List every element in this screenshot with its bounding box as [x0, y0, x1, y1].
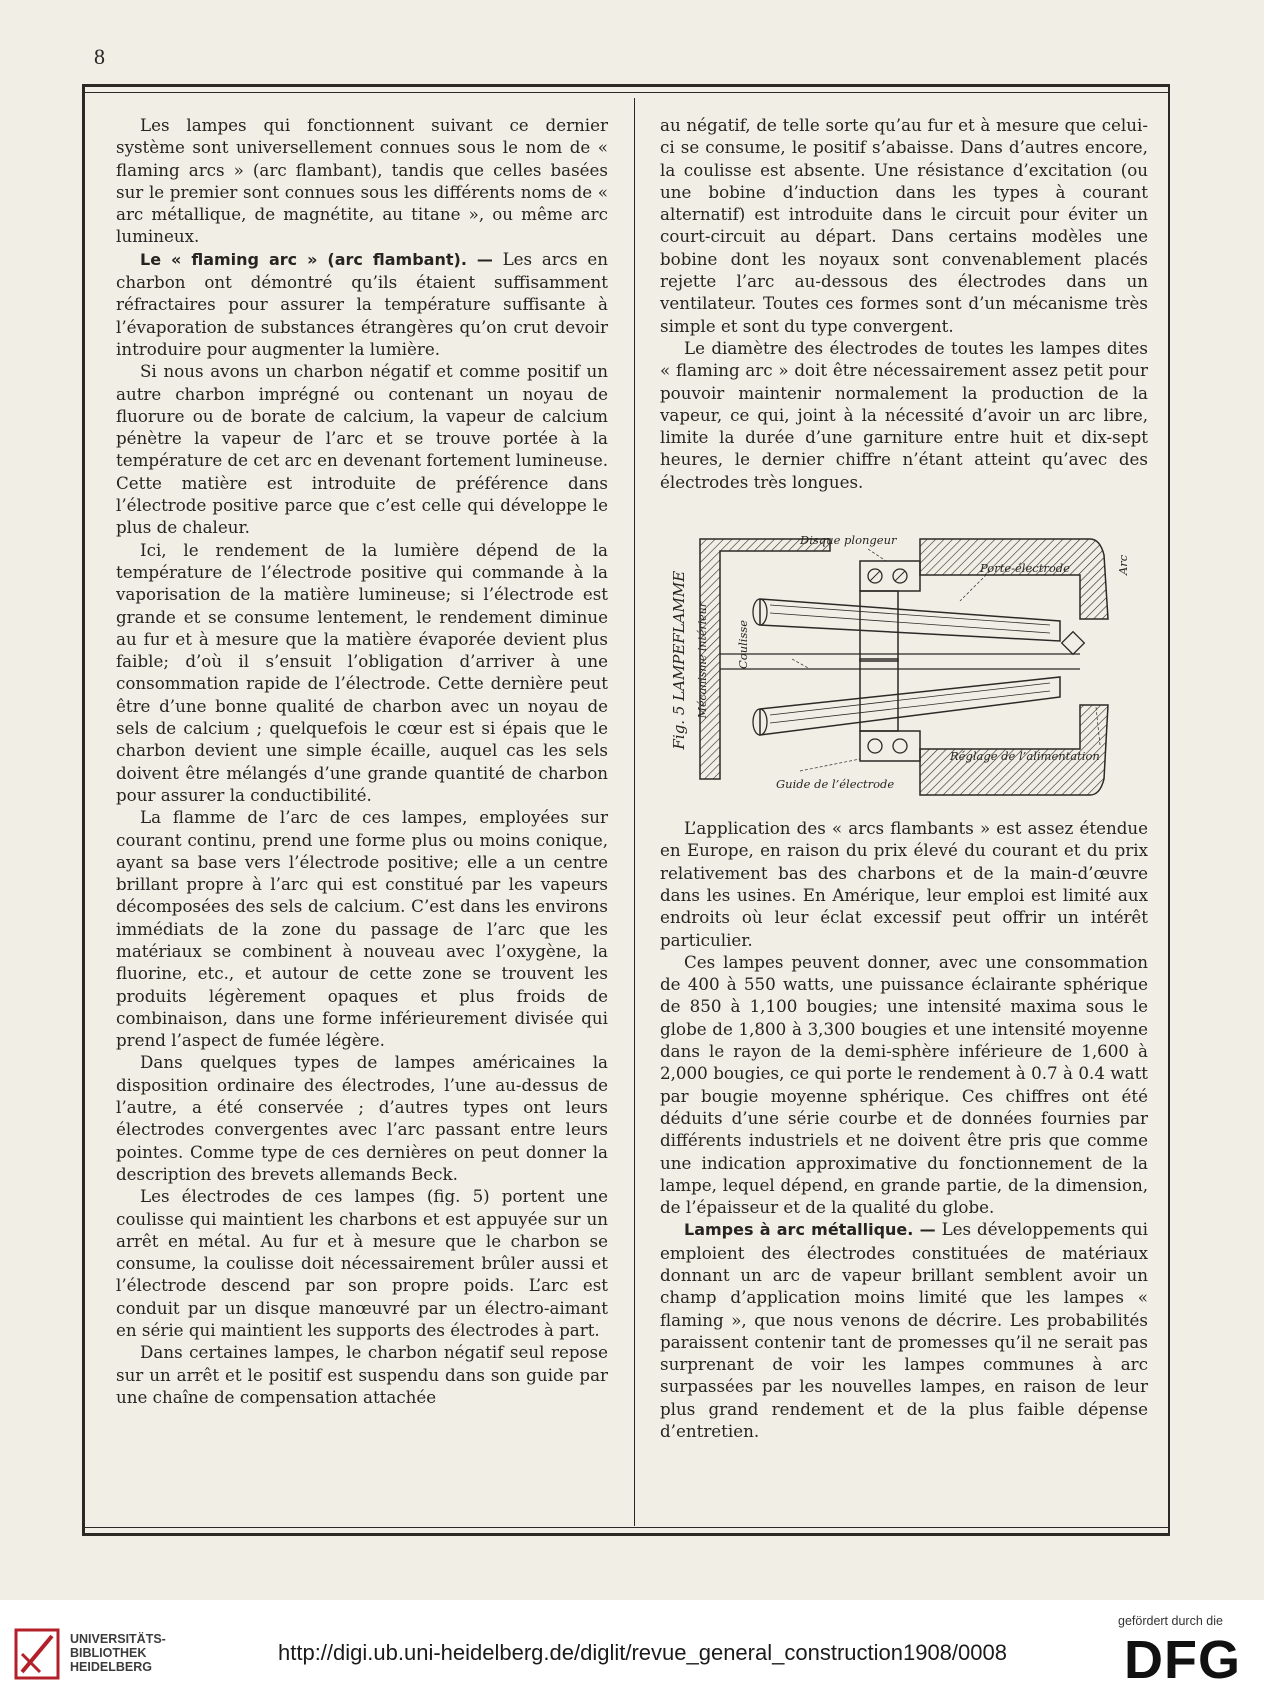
paragraph: Ces lampes peuvent donner, avec une consommation de 400 à 550 watts, une puissance éclairante sphérique de 850 à 1,100 bougies; une intensité maxima sous le globe de 1,800 à 3,300 bougies et une intensité moyenne dans le rayon de la demi-sphère inférieure de 1,600 à 2,000 bougies, ce qui porte le rendement à 0.7 à 0.4 watt par bougie moyenne sphérique. Ces chiffres ont été déduits d’une série courbe et de données fournies par différents industriels et ne doivent être pris que comme une indication approximative du fonctionnement de la lampe, lequel dépend, en grande partie, de la dimension, de l’épaisseur et de la qualité du globe. — [660, 951, 1148, 1218]
figure-subtitle: Mécanisme intérieur — [695, 602, 709, 719]
label-guide-electrode: Guide de l’électrode — [776, 777, 895, 792]
label-porte-electrode: Porte-électrode — [980, 561, 1070, 576]
paragraph: Dans certaines lampes, le charbon négatif seul repose sur un arrêt et le positif est suspendu dans son guide par une chaîne de compensation attachée — [116, 1342, 608, 1407]
paragraph: L’application des « arcs flambants » est assez étendue en Europe, en raison du prix élevé du courant et du prix relativement bas des charbons et de la main-d’œuvre dans les usines. En Amérique, leur emploi est limité aux endroits où leur éclat excessif peut offrir un intérêt particulier. — [660, 818, 1148, 950]
paragraph: Ici, le rendement de la lumière dépend de la température de l’électrode positive qui commande à la vaporisation de la matière lumineuse; si l’électrode est grande et se consume lentement, le rendement diminue au fur et à mesure que la matière évaporée devient plus faible; d’où il s’ensuit l’obligation d’arriver à une consommation rapide de l’électrode. Cette dernière peut être d’une bonne qualité de charbon avec un noyau de sels de calcium ; quelquefois le cœur est si épais que le charbon devient une simple écaille, auquel cas les sels doivent être mélangés d’une grande quantité de charbon pour assurer la conductibilité. — [116, 539, 608, 805]
dfg-logo: DFG — [1124, 1630, 1241, 1690]
paragraph — [116, 248, 608, 360]
paragraph: Les électrodes de ces lampes (fig. 5) portent une coulisse qui maintient les charbons et est appuyée sur un arrêt en métal. Au fur et à mesure que le charbon se consume, la coulisse doit nécessairement brûler aussi et l’électrode descend par son propre poids. L’arc est conduit par un disque manœuvré par un électro-aimant en série qui maintient les supports des électrodes à part. — [116, 1186, 608, 1341]
paragraph-text: Les arcs en charbon ont démontré qu’ils étaient suffisamment réfractaires pour assurer la température suffisante à l’évaporation de substances étrangères qu’on crut devoir introduire pour augmenter la lumière. — [116, 248, 608, 359]
institution-name: UNIVERSITÄTS- BIBLIOTHEK HEIDELBERG — [70, 1632, 166, 1674]
column-divider — [634, 98, 635, 1526]
digitization-footer — [0, 1600, 1264, 1704]
left-column — [116, 114, 608, 1408]
university-library-logo-icon — [14, 1628, 60, 1680]
figure-5-lamp-mechanism — [660, 509, 1148, 805]
label-disque-plongeur: Disque plongeur — [800, 533, 897, 548]
page-number: 8 — [94, 44, 105, 69]
label-arc: Arc — [1116, 554, 1130, 576]
right-column — [660, 114, 1148, 1442]
sponsor-text: gefördert durch die — [1118, 1614, 1223, 1628]
paragraph: Dans quelques types de lampes américaines la disposition ordinaire des électrodes, l’une au-dessus de l’autre, a été conservée ; d’autres types ont leurs électrodes convergentes avec l’arc passant entre leurs pointes. Comme type de ces dernières on peut donner la description des brevets allemands Beck. — [116, 1052, 608, 1184]
label-reglage-alimentation: Réglage de l’alimentation — [950, 749, 1100, 764]
paragraph: Le diamètre des électrodes de toutes les lampes dites « flaming arc » doit être nécessairement assez petit pour pouvoir maintenir normalement la production de la vapeur, ce qui, joint à la nécessité d’avoir un arc libre, limite la durée d’une garniture entre huit et dix-sept heures, le dernier chiffre n’étant atteint qu’avec des électrodes très longues. — [660, 337, 1148, 492]
section-heading-flaming-arc: Le « flaming arc » (arc flambant). — — [140, 249, 493, 269]
paragraph — [660, 1218, 1148, 1442]
paragraph-text: Les développements qui emploient des électrodes constituées de matériaux donnant un arc de vapeur brillant semblent avoir un champ d’application moins limité que les lampes « flaming », que nous venons de décrire. Les probabilités paraissent contenir tant de promesses qu’il ne serait pas surprenant de voir les lampes communes à arc surpassées par les nouvelles lampes, en raison de leur plus grand rendement et de la plus faible dépense d’entretien. — [660, 1219, 1148, 1442]
source-url-link[interactable]: http://digi.ub.uni-heidelberg.de/diglit/revue_general_construction1908/0008 — [278, 1640, 1007, 1665]
label-coulisse: Coulisse — [736, 619, 750, 670]
paragraph: Les lampes qui fonctionnent suivant ce dernier système sont universellement connues sous le nom de « flaming arcs » (arc flambant), tandis que celles basées sur le premier sont connues sous les différents noms de « arc métallique, de magnétite, au titane », ou même arc lumineux. — [116, 115, 608, 247]
paragraph: Si nous avons un charbon négatif et comme positif un autre charbon imprégné ou contenant un noyau de fluorure ou de borate de calcium, la vapeur de calcium pénètre la vapeur de l’arc et se trouve portée à la température de cet arc en devenant fortement lumineuse. Cette matière est introduite de préférence dans l’électrode positive parce que c’est celle qui développe le plus de chaleur. — [116, 361, 609, 538]
paragraph: La flamme de l’arc de ces lampes, employées sur courant continu, prend une forme plus ou moins conique, ayant sa base vers l’électrode positive; elle a un centre brillant propre à l’arc qui est constitué par les vapeurs décomposées des sels de calcium. C’est dans les environs immédiats de la zone du passage de l’arc que les matériaux se combinent à nouveau avec l’oxygène, la fluorine, etc., et autour de cette zone se trouvent les produits légèrement opaques et plus froids de combinaison, dans une forme inférieurement divisée qui prend l’aspect de fumée légère. — [116, 807, 608, 1051]
figure-title: Fig. 5 LAMPEFLAMME — [669, 570, 688, 750]
paragraph: au négatif, de telle sorte qu’au fur et à mesure que celui-ci se consume, le positif s’abaisse. Dans d’autres encore, la coulisse est absente. Une résistance d’excitation (ou une bobine d’induction dans les types à courant alternatif) est introduite dans le circuit pour éviter un court-circuit au départ. Dans certains modèles une bobine dont les noyaux sont convenablement placés rejette l’arc au-dessous des électrodes dans un ventilateur. Toutes ces formes sont d’un mécanisme très simple et sont du type convergent. — [660, 115, 1148, 336]
section-heading-metal-arc: Lampes à arc métallique. — — [684, 1220, 936, 1240]
